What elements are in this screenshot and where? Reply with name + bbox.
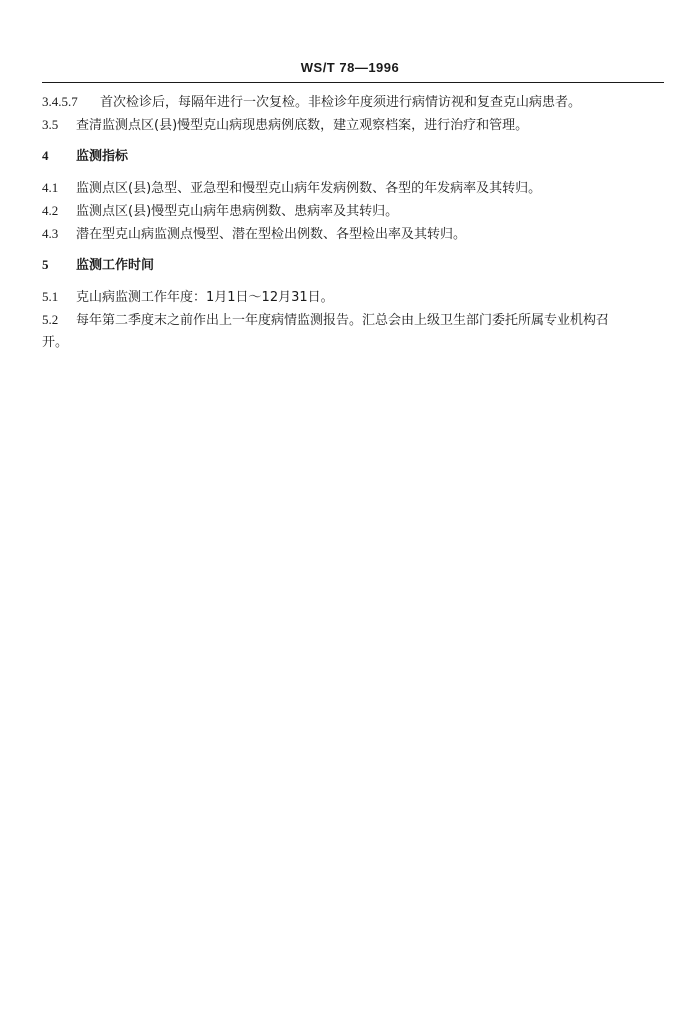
- clause-3-5: [42, 114, 664, 137]
- clause-4-3: [42, 223, 664, 246]
- clause-5-2-continuation-line: [42, 332, 664, 354]
- clause-number: 4.1: [42, 180, 59, 195]
- header-rule: [42, 82, 664, 83]
- clause-text: 查清监测点区(县)慢型克山病现患病例底数，建立观察档案，进行治疗和管理。: [76, 118, 529, 133]
- clause-text: 首次检诊后，每隔年进行一次复检。非检诊年度须进行病情访视和复查克山病患者。: [100, 95, 582, 110]
- section-heading-5: [42, 254, 664, 277]
- clause-text-continuation: 开。: [42, 335, 69, 350]
- clause-number: 4.3: [42, 226, 59, 241]
- standard-code-header: WS/T 78—1996: [300, 60, 400, 75]
- clause-5-2: [42, 309, 664, 332]
- document-body: [42, 91, 664, 354]
- clause-text: 潜在型克山病监测点慢型、潜在型检出例数、各型检出率及其转归。: [76, 227, 467, 242]
- clause-3-4-5-7: [42, 91, 664, 114]
- clause-text: 克山病监测工作年度：1月1日～12月31日。: [76, 290, 334, 305]
- clause-number: 5.2: [42, 312, 59, 327]
- clause-text: 监测点区(县)急型、亚急型和慢型克山病年发病例数、各型的年发病率及其转归。: [76, 181, 542, 196]
- clause-text: 每年第二季度末之前作出上一年度病情监测报告。汇总会由上级卫生部门委托所属专业机构召: [76, 313, 610, 328]
- clause-text: 监测点区(县)慢型克山病年患病例数、患病率及其转归。: [76, 204, 399, 219]
- clause-4-2: [42, 200, 664, 223]
- section-number: 4: [42, 148, 49, 163]
- clause-number: 3.4.5.7: [42, 94, 78, 109]
- section-title: 监测工作时间: [76, 258, 155, 273]
- clause-number: 4.2: [42, 203, 59, 218]
- clause-number: 5.1: [42, 289, 59, 304]
- section-title: 监测指标: [76, 149, 129, 164]
- clause-5-1: [42, 286, 664, 309]
- clause-4-1: [42, 177, 664, 200]
- section-number: 5: [42, 257, 49, 272]
- section-heading-4: [42, 145, 664, 168]
- clause-number: 3.5: [42, 117, 59, 132]
